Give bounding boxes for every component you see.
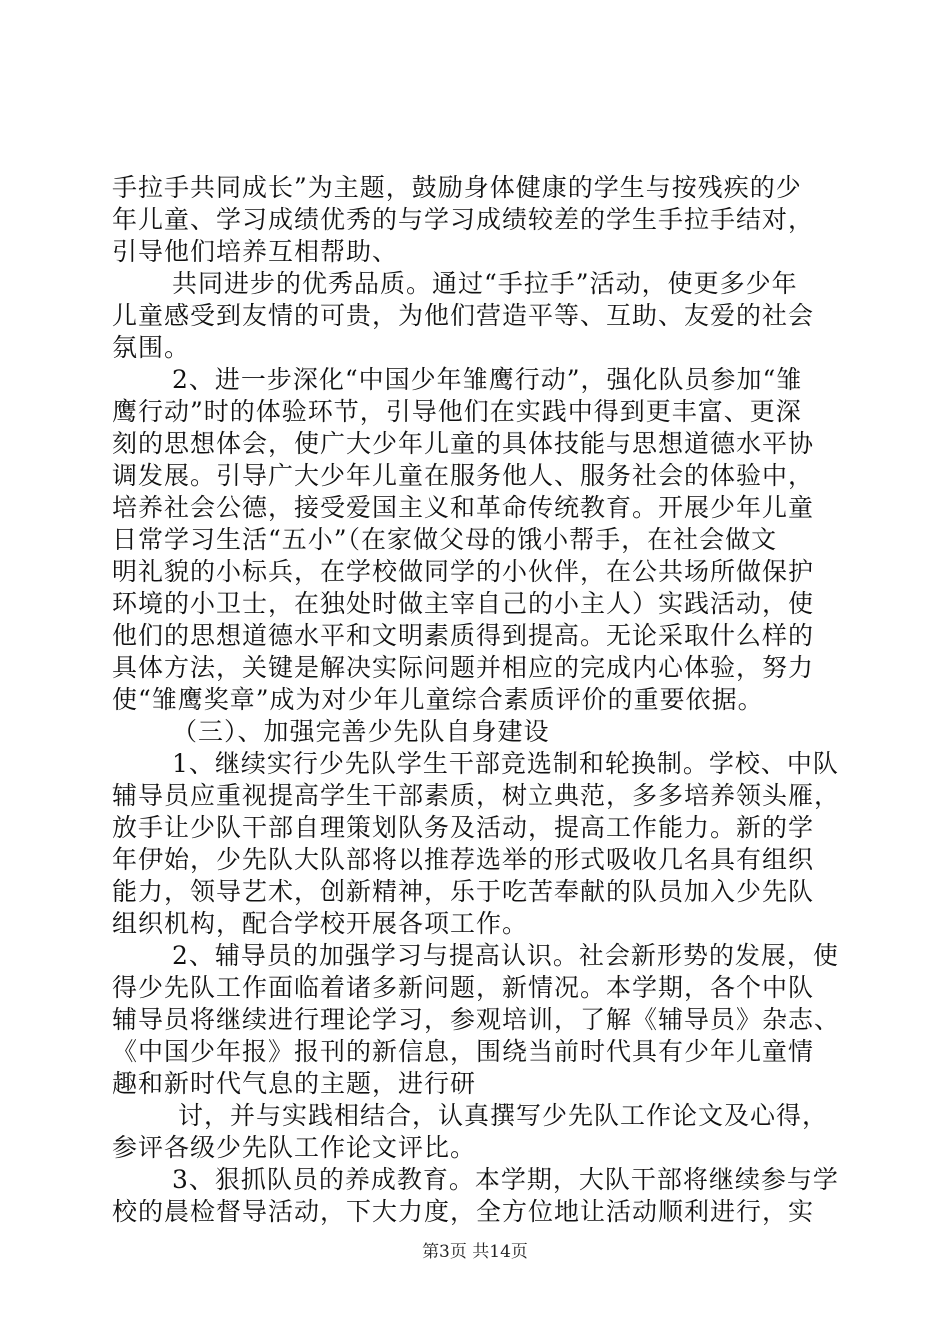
text-line: 能力，领导艺术，创新精神，乐于吃苦奉献的队员加入少先队 <box>112 877 815 906</box>
text-line: 3、狠抓队员的养成教育。本学期，大队干部将继续参与学 <box>172 1165 839 1194</box>
text-line: 2、辅导员的加强学习与提高认识。社会新形势的发展，使 <box>172 941 839 970</box>
text-line: 趣和新时代气息的主题，进行研 <box>112 1069 477 1098</box>
text-line: 明礼貌的小标兵，在学校做同学的小伙伴，在公共场所做保护 <box>112 557 815 586</box>
text-line: 氛围。 <box>112 333 191 362</box>
text-line: 1、继续实行少先队学生干部竞选制和轮换制。学校、中队 <box>172 749 839 778</box>
text-line: 校的晨检督导活动，下大力度，全方位地让活动顺利进行，实 <box>112 1197 815 1226</box>
text-line: 辅导员将继续进行理论学习，参观培训，了解《辅导员》杂志、 <box>112 1005 841 1034</box>
text-line: 鹰行动”时的体验环节，引导他们在实践中得到更丰富、更深 <box>112 397 802 426</box>
text-line: 辅导员应重视提高学生干部素质，树立典范，多多培养领头雁， <box>112 781 841 810</box>
text-line: 参评各级少先队工作论文评比。 <box>112 1133 477 1162</box>
text-line: 手拉手共同成长”为主题，鼓励身体健康的学生与按残疾的少 <box>112 173 802 202</box>
text-line: 放手让少队干部自理策划队务及活动，提高工作能力。新的学 <box>112 813 815 842</box>
text-line: 年伊始，少先队大队部将以推荐选举的形式吸收几名具有组织 <box>112 845 815 874</box>
text-line: 调发展。引导广大少年儿童在服务他人、服务社会的体验中， <box>112 461 815 490</box>
text-line: 儿童感受到友情的可贵，为他们营造平等、互助、友爱的社会 <box>112 301 815 330</box>
section-heading: （三）、加强完善少先队自身建设 <box>172 717 550 746</box>
text-line: 得少先队工作面临着诸多新问题，新情况。本学期，各个中队 <box>112 973 815 1002</box>
text-line: 具体方法，关键是解决实际问题并相应的完成内心体验，努力 <box>112 653 815 682</box>
text-line: 年儿童、学习成绩优秀的与学习成绩较差的学生手拉手结对， <box>112 205 815 234</box>
text-line: 引导他们培养互相帮助、 <box>112 237 399 266</box>
text-line: 他们的思想道德水平和文明素质得到提高。无论采取什么样的 <box>112 621 815 650</box>
text-line: 共同进步的优秀品质。通过“手拉手”活动，使更多少年 <box>172 269 798 298</box>
text-line: 《中国少年报》报刊的新信息，围绕当前时代具有少年儿童情 <box>112 1037 815 1066</box>
text-line: 环境的小卫士，在独处时做主宰自己的小主人）实践活动，使 <box>112 589 815 618</box>
text-line: 讨，并与实践相结合，认真撰写少先队工作论文及心得， <box>178 1101 829 1130</box>
text-line: 2、进一步深化“中国少年雏鹰行动”，强化队员参加“雏 <box>172 365 803 394</box>
text-line: 日常学习生活“五小”（在家做父母的饿小帮手，在社会做文 <box>112 525 778 554</box>
text-line: 刻的思想体会，使广大少年儿童的具体技能与思想道德水平协 <box>112 429 815 458</box>
page-number-footer: 第3页 共14页 <box>422 1242 528 1262</box>
text-line: 组织机构，配合学校开展各项工作。 <box>112 909 529 938</box>
text-line: 使“雏鹰奖章”成为对少年儿童综合素质评价的重要依据。 <box>112 685 764 714</box>
text-line: 培养社会公德，接受爱国主义和革命传统教育。开展少年儿童 <box>112 493 815 522</box>
